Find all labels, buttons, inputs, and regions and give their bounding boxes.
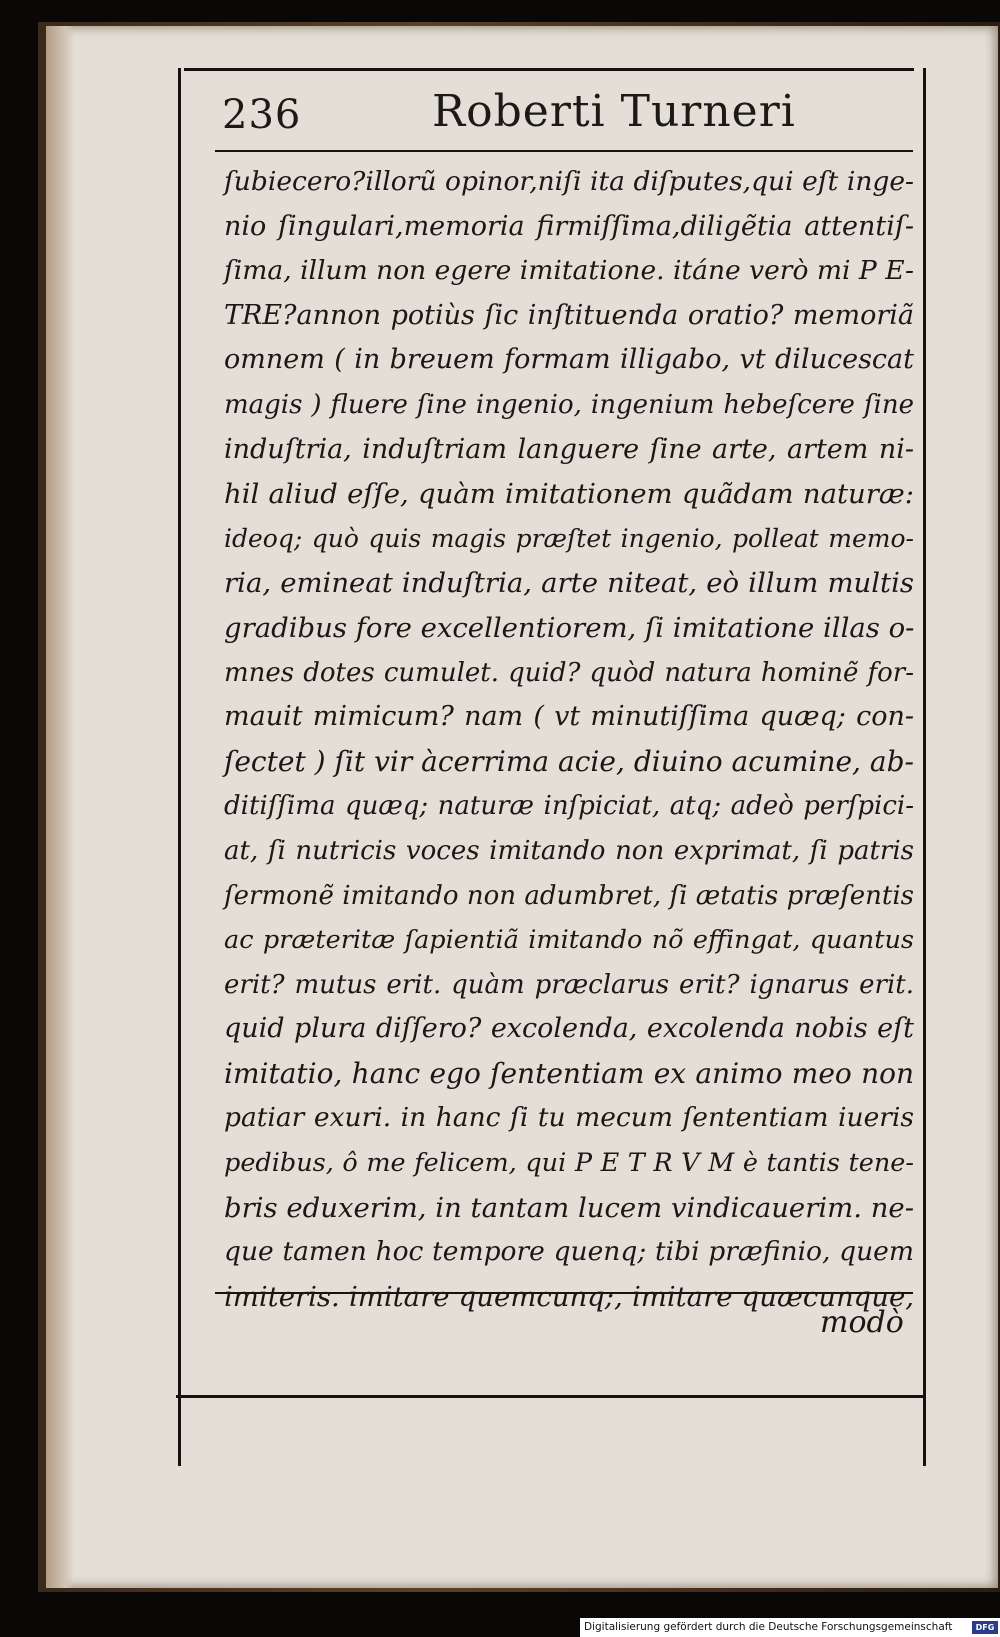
running-title: Roberti Turneri [432, 86, 796, 137]
text-line: ſectet ) ſit vir àcerrima acie, diuino acumine, ab- [224, 744, 914, 778]
text-line: hil aliud eſſe, quàm imitationem quãdam naturæ: [224, 478, 914, 511]
page-number: 236 [222, 92, 302, 138]
header-rule [215, 150, 913, 152]
frame-top-rule [184, 68, 914, 71]
text-line: ac præteritæ ſapientiã imitando nõ effingat, quantus [224, 925, 914, 956]
text-line: ria, emineat induſtria, arte niteat, eò illum multis [224, 567, 914, 600]
text-line: gradibus fore excellentiorem, ſi imitatione illas o- [224, 611, 915, 644]
text-line: patiar exuri. in hanc ſi tu mecum ſententiam iueris [224, 1102, 914, 1134]
text-line: ideoq; quò quis magis præſtet ingenio, polleat memo- [224, 523, 914, 553]
frame-bottom-rule [176, 1395, 924, 1398]
text-line: ſermonẽ imitando non adumbret, ſi ætatis præſentis [224, 880, 914, 911]
digitization-footer [580, 1618, 1000, 1637]
text-line: ditiſſima quæq; naturæ inſpiciat, atq; adeò perſpici- [224, 791, 914, 822]
text-line: omnem ( in breuem formam illigabo, vt dilucescat [224, 344, 914, 376]
catchword: modò [820, 1305, 904, 1340]
text-line: bris eduxerim, in tantam lucem vindicauerim. ne- [224, 1191, 914, 1224]
text-line: pedibus, ô me felicem, qui P E T R V M è tantis tene- [224, 1148, 914, 1179]
text-line: ſima, illum non egere imitatione. itáne verò mi P E- [224, 255, 914, 287]
text-line: imitatio, hanc ego ſententiam ex animo meo non [224, 1056, 914, 1090]
text-line: erit? mutus erit. quàm præclarus erit? ignarus erit. [224, 969, 914, 1000]
text-line: induſtria, induſtriam languere ſine arte, artem ni- [224, 433, 914, 465]
text-line: ſubiecero?illorũ opinor,niſi ita diſputes,qui eſt inge- [224, 166, 914, 197]
footer-credit: Digitalisierung gefördert durch die Deutsche Forschungsgemeinschaft [584, 1621, 953, 1633]
text-line: TRE?annon potiùs ſic inſtituenda oratio? memoriã [224, 299, 914, 331]
dfg-logo: DFG [972, 1621, 998, 1634]
text-line: mnes dotes cumulet. quid? quòd natura hominẽ for- [224, 657, 914, 688]
text-line: quid plura diſſero? excolenda, excolenda nobis eſt [224, 1013, 914, 1045]
running-head [222, 80, 912, 144]
text-line: nio ſingulari,memoria firmiſſima,diligẽtia attentiſ- [224, 210, 914, 242]
text-line: magis ) fluere ſine ingenio, ingenium hebeſcere ſine [224, 389, 914, 420]
text-line: imiteris. imitare quemcunq;, imitare quæcunque, [224, 1280, 914, 1313]
text-line: mauit mimicum? nam ( vt minutiſſima quæq; con- [224, 701, 914, 733]
text-line: que tamen hoc tempore quenq; tibi præfinio, quem [224, 1236, 914, 1268]
body-text [224, 160, 914, 1319]
text-line: at, ſi nutricis voces imitando non exprimat, ſi patris [224, 835, 914, 866]
